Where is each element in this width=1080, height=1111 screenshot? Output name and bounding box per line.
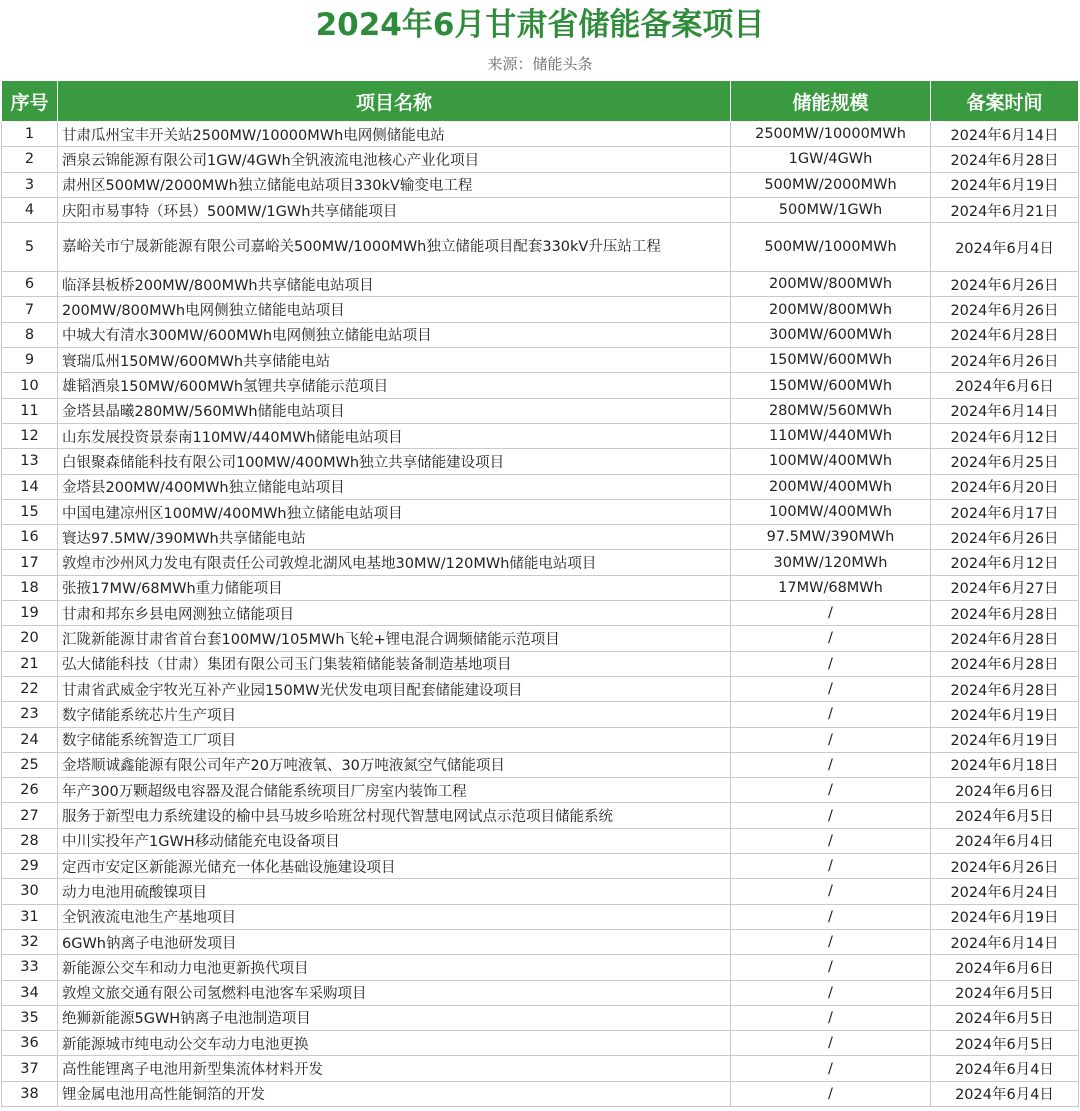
row-project-name: 动力电池用硫酸镍项目 xyxy=(58,879,731,904)
row-project-name: 金塔县晶曦280MW/560MWh储能电站项目 xyxy=(58,398,731,423)
row-project-name: 金塔县200MW/400MWh独立储能电站项目 xyxy=(58,474,731,499)
row-date: 2024年6月4日 xyxy=(931,1081,1079,1106)
table-row xyxy=(2,575,1079,600)
row-project-name: 甘肃瓜州宝丰开关站2500MW/10000MWh电网侧储能电站 xyxy=(58,122,731,147)
row-date: 2024年6月26日 xyxy=(931,525,1079,550)
row-scale: 17MW/68MWh xyxy=(731,575,931,600)
row-index: 32 xyxy=(2,929,58,954)
row-date: 2024年6月26日 xyxy=(931,348,1079,373)
row-scale: 500MW/1GWh xyxy=(731,197,931,222)
row-date: 2024年6月26日 xyxy=(931,297,1079,322)
row-scale: 150MW/600MWh xyxy=(731,373,931,398)
table-row xyxy=(2,297,1079,322)
table-row xyxy=(2,272,1079,297)
table-row xyxy=(2,854,1079,879)
row-date: 2024年6月14日 xyxy=(931,122,1079,147)
row-scale: 100MW/400MWh xyxy=(731,499,931,524)
row-index: 2 xyxy=(2,147,58,172)
table-row xyxy=(2,904,1079,929)
row-project-name: 庆阳市易事特（环县）500MW/1GWh共享储能项目 xyxy=(58,197,731,222)
row-index: 17 xyxy=(2,550,58,575)
table-row xyxy=(2,727,1079,752)
row-date: 2024年6月28日 xyxy=(931,601,1079,626)
row-date: 2024年6月28日 xyxy=(931,676,1079,701)
row-index: 5 xyxy=(2,223,58,272)
row-date: 2024年6月21日 xyxy=(931,197,1079,222)
row-project-name: 寰达97.5MW/390MWh共享储能电站 xyxy=(58,525,731,550)
row-scale: 30MW/120MWh xyxy=(731,550,931,575)
table-row xyxy=(2,398,1079,423)
table-row xyxy=(2,122,1079,147)
row-index: 36 xyxy=(2,1031,58,1056)
row-index: 12 xyxy=(2,423,58,448)
row-scale: / xyxy=(731,929,931,954)
row-date: 2024年6月6日 xyxy=(931,373,1079,398)
row-scale: / xyxy=(731,854,931,879)
row-scale: / xyxy=(731,980,931,1005)
row-date: 2024年6月12日 xyxy=(931,423,1079,448)
row-date: 2024年6月5日 xyxy=(931,1031,1079,1056)
row-project-name: 敦煌文旅交通有限公司氢燃料电池客车采购项目 xyxy=(58,980,731,1005)
row-date: 2024年6月19日 xyxy=(931,172,1079,197)
table-row xyxy=(2,348,1079,373)
row-scale: / xyxy=(731,955,931,980)
source-caption: 来源：储能头条 xyxy=(487,55,593,73)
row-date: 2024年6月28日 xyxy=(931,626,1079,651)
row-date: 2024年6月5日 xyxy=(931,803,1079,828)
row-date: 2024年6月28日 xyxy=(931,147,1079,172)
row-date: 2024年6月6日 xyxy=(931,778,1079,803)
row-project-name: 雄韬酒泉150MW/600MWh氢锂共享储能示范项目 xyxy=(58,373,731,398)
row-index: 10 xyxy=(2,373,58,398)
row-scale: / xyxy=(731,676,931,701)
row-date: 2024年6月4日 xyxy=(931,828,1079,853)
row-date: 2024年6月26日 xyxy=(931,854,1079,879)
row-index: 22 xyxy=(2,676,58,701)
table-row xyxy=(2,449,1079,474)
row-index: 24 xyxy=(2,727,58,752)
row-date: 2024年6月14日 xyxy=(931,398,1079,423)
table-row xyxy=(2,550,1079,575)
row-scale: / xyxy=(731,778,931,803)
row-scale: 200MW/800MWh xyxy=(731,272,931,297)
row-project-name: 肃州区500MW/2000MWh独立储能电站项目330kV输变电工程 xyxy=(58,172,731,197)
table-row xyxy=(2,752,1079,777)
row-project-name: 年产300万颗超级电容器及混合储能系统项目厂房室内装饰工程 xyxy=(58,778,731,803)
row-date: 2024年6月19日 xyxy=(931,702,1079,727)
table-row xyxy=(2,778,1079,803)
table-row xyxy=(2,1031,1079,1056)
row-project-name: 张掖17MW/68MWh重力储能项目 xyxy=(58,575,731,600)
table-row xyxy=(2,702,1079,727)
row-scale: 500MW/1000MWh xyxy=(731,223,931,272)
row-project-name: 中城大有清水300MW/600MWh电网侧独立储能电站项目 xyxy=(58,322,731,347)
row-scale: / xyxy=(731,601,931,626)
row-date: 2024年6月14日 xyxy=(931,929,1079,954)
row-scale: / xyxy=(731,1056,931,1081)
row-project-name: 6GWh钠离子电池研发项目 xyxy=(58,929,731,954)
row-project-name: 敦煌市沙州风力发电有限责任公司敦煌北湖风电基地30MW/120MWh储能电站项目 xyxy=(58,550,731,575)
row-project-name: 中川实投年产1GWH移动储能充电设备项目 xyxy=(58,828,731,853)
row-project-name: 服务于新型电力系统建设的榆中县马坡乡哈班岔村现代智慧电网试点示范项目储能系统 xyxy=(58,803,731,828)
row-scale: / xyxy=(731,828,931,853)
row-scale: 100MW/400MWh xyxy=(731,449,931,474)
row-project-name: 汇陇新能源甘肃省首台套100MW/105MWh飞轮+锂电混合调频储能示范项目 xyxy=(58,626,731,651)
row-project-name: 新能源城市纯电动公交车动力电池更换 xyxy=(58,1031,731,1056)
row-date: 2024年6月18日 xyxy=(931,752,1079,777)
row-scale: 500MW/2000MWh xyxy=(731,172,931,197)
row-index: 13 xyxy=(2,449,58,474)
row-date: 2024年6月27日 xyxy=(931,575,1079,600)
projects-table xyxy=(1,80,1079,1107)
table-row xyxy=(2,499,1079,524)
row-scale: 110MW/440MWh xyxy=(731,423,931,448)
row-project-name: 高性能锂离子电池用新型集流体材料开发 xyxy=(58,1056,731,1081)
row-scale: 280MW/560MWh xyxy=(731,398,931,423)
row-index: 1 xyxy=(2,122,58,147)
table-row xyxy=(2,525,1079,550)
row-project-name: 山东发展投资景泰南110MW/440MWh储能电站项目 xyxy=(58,423,731,448)
row-index: 19 xyxy=(2,601,58,626)
row-date: 2024年6月26日 xyxy=(931,272,1079,297)
row-index: 16 xyxy=(2,525,58,550)
row-project-name: 中国电建凉州区100MW/400MWh独立储能电站项目 xyxy=(58,499,731,524)
table-row xyxy=(2,601,1079,626)
row-scale: 200MW/800MWh xyxy=(731,297,931,322)
row-project-name: 嘉峪关市宁晟新能源有限公司嘉峪关500MW/1000MWh独立储能项目配套330kV升压站工程 xyxy=(58,223,731,272)
row-project-name: 定西市安定区新能源光储充一体化基础设施建设项目 xyxy=(58,854,731,879)
row-date: 2024年6月5日 xyxy=(931,980,1079,1005)
table-row xyxy=(2,423,1079,448)
row-index: 28 xyxy=(2,828,58,853)
row-date: 2024年6月17日 xyxy=(931,499,1079,524)
row-index: 33 xyxy=(2,955,58,980)
row-date: 2024年6月28日 xyxy=(931,322,1079,347)
row-date: 2024年6月4日 xyxy=(931,1056,1079,1081)
row-date: 2024年6月19日 xyxy=(931,904,1079,929)
row-scale: 150MW/600MWh xyxy=(731,348,931,373)
row-index: 37 xyxy=(2,1056,58,1081)
row-project-name: 金塔顺诚鑫能源有限公司年产20万吨液氧、30万吨液氮空气储能项目 xyxy=(58,752,731,777)
row-project-name: 绝狮新能源5GWH钠离子电池制造项目 xyxy=(58,1005,731,1030)
row-index: 11 xyxy=(2,398,58,423)
row-scale: / xyxy=(731,727,931,752)
table-row xyxy=(2,474,1079,499)
table-row xyxy=(2,803,1079,828)
row-index: 29 xyxy=(2,854,58,879)
row-project-name: 甘肃省武威金宇牧光互补产业园150MW光伏发电项目配套储能建设项目 xyxy=(58,676,731,701)
row-scale: 2500MW/10000MWh xyxy=(731,122,931,147)
table-row xyxy=(2,676,1079,701)
row-index: 30 xyxy=(2,879,58,904)
row-index: 14 xyxy=(2,474,58,499)
row-index: 31 xyxy=(2,904,58,929)
row-index: 7 xyxy=(2,297,58,322)
row-scale: 300MW/600MWh xyxy=(731,322,931,347)
row-project-name: 全钒液流电池生产基地项目 xyxy=(58,904,731,929)
table-row xyxy=(2,147,1079,172)
row-project-name: 白银聚森储能科技有限公司100MW/400MWh独立共享储能建设项目 xyxy=(58,449,731,474)
table-row xyxy=(2,929,1079,954)
row-index: 27 xyxy=(2,803,58,828)
table-row xyxy=(2,1081,1079,1106)
table-row xyxy=(2,373,1079,398)
table-row xyxy=(2,626,1079,651)
row-project-name: 新能源公交车和动力电池更新换代项目 xyxy=(58,955,731,980)
row-index: 9 xyxy=(2,348,58,373)
row-date: 2024年6月6日 xyxy=(931,955,1079,980)
row-date: 2024年6月24日 xyxy=(931,879,1079,904)
row-index: 6 xyxy=(2,272,58,297)
header-date: 备案时间 xyxy=(931,81,1079,122)
row-index: 8 xyxy=(2,322,58,347)
row-scale: 200MW/400MWh xyxy=(731,474,931,499)
row-project-name: 寰瑞瓜州150MW/600MWh共享储能电站 xyxy=(58,348,731,373)
table-header-row xyxy=(2,81,1079,122)
row-index: 18 xyxy=(2,575,58,600)
row-index: 20 xyxy=(2,626,58,651)
row-project-name: 数字储能系统智造工厂项目 xyxy=(58,727,731,752)
row-scale: / xyxy=(731,1031,931,1056)
row-scale: / xyxy=(731,626,931,651)
row-project-name: 弘大储能科技（甘肃）集团有限公司玉门集装箱储能装备制造基地项目 xyxy=(58,651,731,676)
table-row xyxy=(2,223,1079,272)
table-row xyxy=(2,1005,1079,1030)
row-index: 4 xyxy=(2,197,58,222)
row-date: 2024年6月12日 xyxy=(931,550,1079,575)
row-index: 26 xyxy=(2,778,58,803)
row-date: 2024年6月5日 xyxy=(931,1005,1079,1030)
row-date: 2024年6月25日 xyxy=(931,449,1079,474)
row-date: 2024年6月28日 xyxy=(931,651,1079,676)
table-row xyxy=(2,322,1079,347)
row-date: 2024年6月20日 xyxy=(931,474,1079,499)
row-scale: / xyxy=(731,752,931,777)
row-index: 3 xyxy=(2,172,58,197)
row-project-name: 甘肃和邦东乡县电网测独立储能项目 xyxy=(58,601,731,626)
row-date: 2024年6月19日 xyxy=(931,727,1079,752)
page-title: 2024年6月甘肃省储能备案项目 xyxy=(315,7,765,43)
row-scale: / xyxy=(731,803,931,828)
row-scale: 97.5MW/390MWh xyxy=(731,525,931,550)
table-row xyxy=(2,980,1079,1005)
row-scale: / xyxy=(731,904,931,929)
row-index: 35 xyxy=(2,1005,58,1030)
table-body xyxy=(2,122,1079,1107)
row-project-name: 数字储能系统芯片生产项目 xyxy=(58,702,731,727)
row-project-name: 200MW/800MWh电网侧独立储能电站项目 xyxy=(58,297,731,322)
row-date: 2024年6月4日 xyxy=(931,223,1079,272)
row-index: 25 xyxy=(2,752,58,777)
header-scale: 储能规模 xyxy=(731,81,931,122)
table-row xyxy=(2,651,1079,676)
row-index: 21 xyxy=(2,651,58,676)
row-scale: / xyxy=(731,1005,931,1030)
row-project-name: 锂金属电池用高性能铜箔的开发 xyxy=(58,1081,731,1106)
row-scale: / xyxy=(731,879,931,904)
table-row xyxy=(2,197,1079,222)
table-row xyxy=(2,828,1079,853)
row-index: 15 xyxy=(2,499,58,524)
table-row xyxy=(2,955,1079,980)
table-row xyxy=(2,172,1079,197)
row-index: 34 xyxy=(2,980,58,1005)
header-name: 项目名称 xyxy=(58,81,731,122)
row-scale: / xyxy=(731,651,931,676)
row-project-name: 临泽县板桥200MW/800MWh共享储能电站项目 xyxy=(58,272,731,297)
row-index: 23 xyxy=(2,702,58,727)
row-scale: / xyxy=(731,1081,931,1106)
row-index: 38 xyxy=(2,1081,58,1106)
row-scale: 1GW/4GWh xyxy=(731,147,931,172)
table-row xyxy=(2,1056,1079,1081)
row-project-name: 酒泉云锦能源有限公司1GW/4GWh全钒液流电池核心产业化项目 xyxy=(58,147,731,172)
header-index: 序号 xyxy=(2,81,58,122)
table-row xyxy=(2,879,1079,904)
row-scale: / xyxy=(731,702,931,727)
